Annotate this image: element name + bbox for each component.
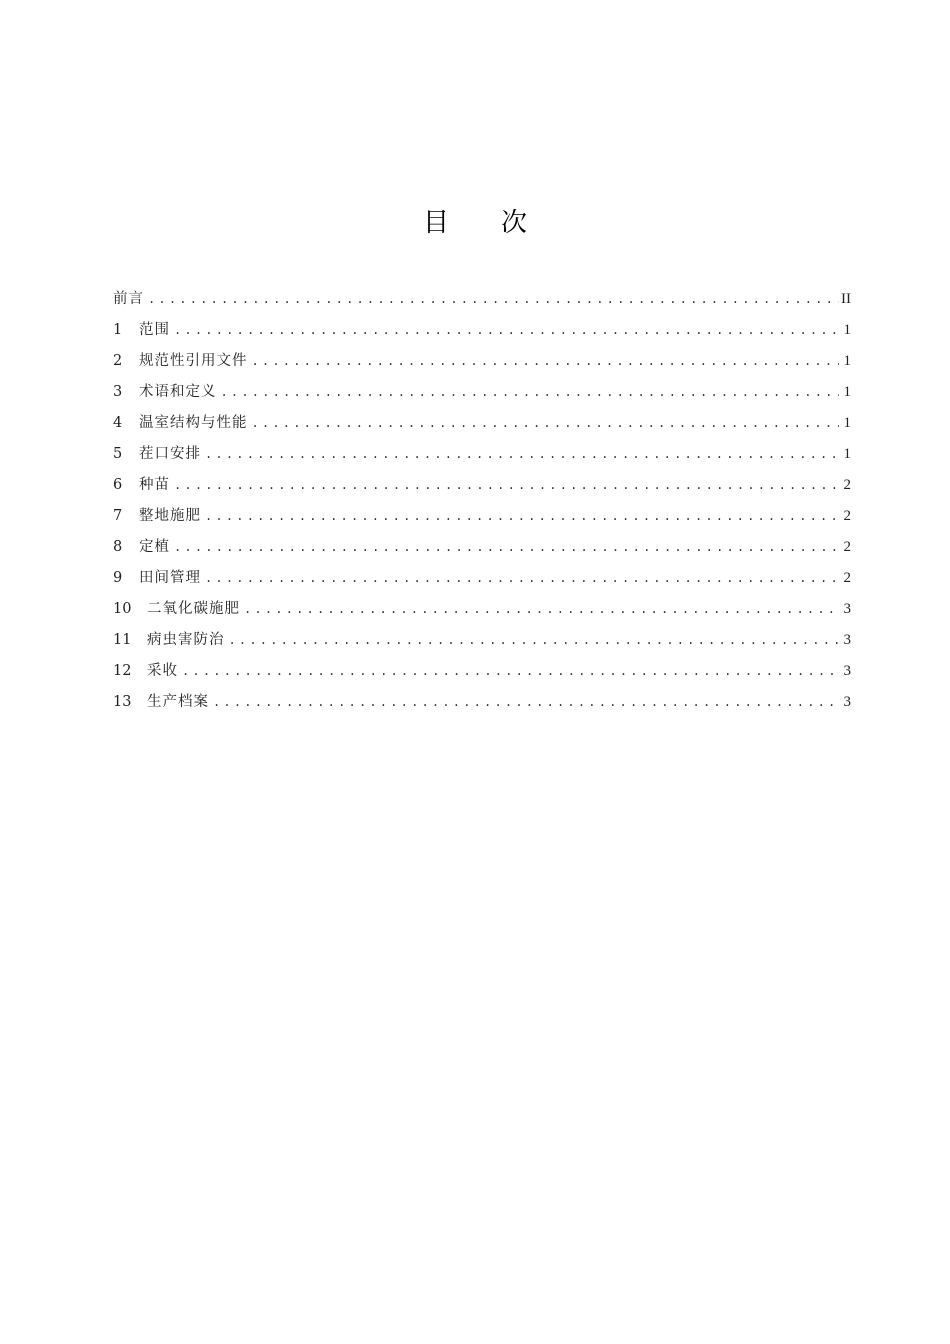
- toc-entry-9[interactable]: [113, 563, 851, 594]
- toc-leader-dots: [148, 284, 839, 315]
- toc-entry-page: 2: [843, 508, 851, 524]
- toc-entry-number: 2: [113, 353, 123, 369]
- toc-leader-dots: [174, 532, 839, 563]
- toc-entry-10[interactable]: [113, 594, 851, 625]
- toc-entry-7[interactable]: [113, 501, 851, 532]
- toc-leader-dots: [182, 656, 839, 687]
- page-title: [0, 205, 950, 241]
- toc-leader-dots: [252, 408, 840, 439]
- toc-entry-page: 3: [843, 694, 851, 710]
- page-title-char-2: 次: [501, 208, 528, 238]
- toc-entry-12[interactable]: [113, 656, 851, 687]
- toc-entry-number: 6: [113, 477, 123, 493]
- page-title-char-1: 目: [422, 208, 449, 238]
- toc-leader-dots: [174, 470, 839, 501]
- toc-entry-13[interactable]: [113, 687, 851, 718]
- toc-entry-number: 11: [113, 632, 132, 648]
- toc-entry-page: 3: [843, 663, 851, 679]
- toc-entry-page: 1: [843, 446, 851, 462]
- toc-leader-dots: [205, 439, 839, 470]
- toc-entry-label: 二氧化碳施肥: [147, 601, 240, 617]
- toc-entry-number: 1: [113, 322, 123, 338]
- toc-leader-dots: [221, 377, 840, 408]
- toc-entry-number: 7: [113, 508, 123, 524]
- toc-entry-page: 3: [843, 601, 851, 617]
- toc-entry-label: 范围: [139, 322, 170, 338]
- toc-entry-6[interactable]: [113, 470, 851, 501]
- toc-entry-number: 4: [113, 415, 123, 431]
- toc-entry-page: 2: [843, 570, 851, 586]
- toc-leader-dots: [205, 501, 839, 532]
- toc-leader-dots: [229, 625, 840, 656]
- toc-leader-dots: [252, 346, 840, 377]
- toc-entry-label: 规范性引用文件: [139, 353, 248, 369]
- toc-entry-number: 10: [113, 601, 132, 617]
- toc-entry-page: 1: [843, 322, 851, 338]
- toc-leader-dots: [213, 687, 839, 718]
- toc-entry-page: 2: [843, 477, 851, 493]
- toc-entry-1[interactable]: [113, 315, 851, 346]
- toc-entry-label: 采收: [147, 663, 178, 679]
- toc-entry-label: 定植: [139, 539, 170, 555]
- toc-entry-label: 生产档案: [147, 694, 209, 710]
- toc-entry-number: 12: [113, 663, 132, 679]
- toc-entry-2[interactable]: [113, 346, 851, 377]
- toc-entry-label: 茬口安排: [139, 446, 201, 462]
- toc-entry-page: II: [841, 291, 851, 307]
- toc-entry-label: 前言: [113, 291, 144, 307]
- toc-entry-4[interactable]: [113, 408, 851, 439]
- table-of-contents: [113, 284, 851, 718]
- toc-leader-dots: [174, 315, 839, 346]
- toc-entry-page: 1: [843, 384, 851, 400]
- toc-entry-8[interactable]: [113, 532, 851, 563]
- toc-entry-preface[interactable]: [113, 284, 851, 315]
- toc-entry-page: 1: [843, 353, 851, 369]
- toc-entry-label: 整地施肥: [139, 508, 201, 524]
- toc-leader-dots: [244, 594, 839, 625]
- toc-entry-11[interactable]: [113, 625, 851, 656]
- toc-entry-number: 13: [113, 694, 132, 710]
- toc-entry-5[interactable]: [113, 439, 851, 470]
- toc-entry-label: 术语和定义: [139, 384, 217, 400]
- toc-entry-label: 田间管理: [139, 570, 201, 586]
- toc-entry-number: 3: [113, 384, 123, 400]
- toc-entry-label: 温室结构与性能: [139, 415, 248, 431]
- toc-leader-dots: [205, 563, 839, 594]
- toc-entry-page: 3: [843, 632, 851, 648]
- toc-entry-page: 1: [843, 415, 851, 431]
- toc-entry-page: 2: [843, 539, 851, 555]
- toc-entry-label: 病虫害防治: [147, 632, 225, 648]
- toc-entry-label: 种苗: [139, 477, 170, 493]
- toc-entry-number: 5: [113, 446, 123, 462]
- toc-entry-number: 9: [113, 570, 123, 586]
- toc-entry-3[interactable]: [113, 377, 851, 408]
- toc-entry-number: 8: [113, 539, 123, 555]
